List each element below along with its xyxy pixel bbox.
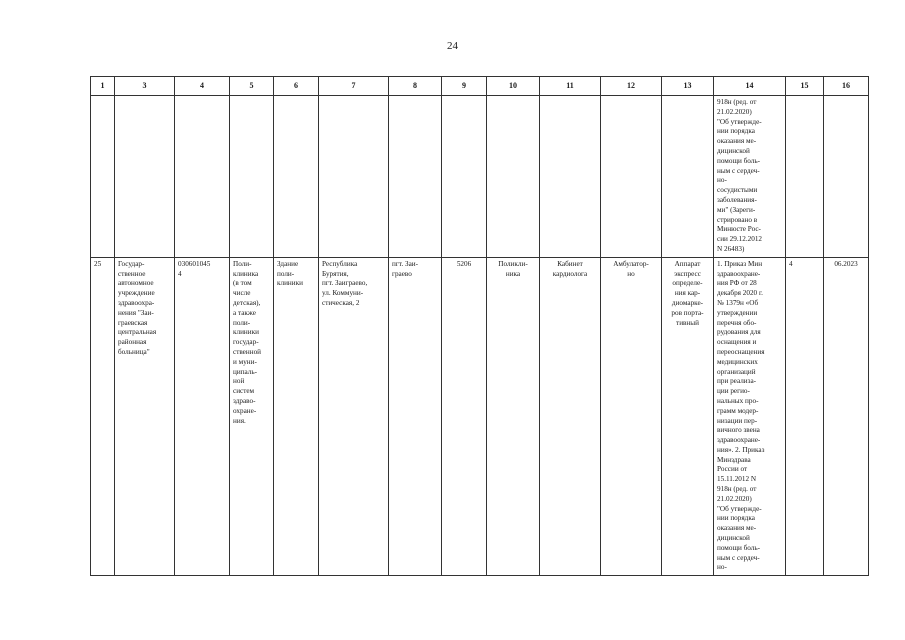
- cell-empty: [662, 96, 714, 258]
- header-cell-16: 16: [824, 77, 869, 96]
- table-header-row: [91, 77, 869, 96]
- header-cell-6: 6: [274, 77, 319, 96]
- cell-regulation-continued: 918н (ред. от 21.02.2020) "Об утвержде- нии порядка оказания ме- дицинской помощи боль- ным с сердеч- но- сосудистыми заболевания- ми" (Зареги- стрировано в Минюсте Рос- сии 29.12.2012 N 26483): [714, 96, 786, 258]
- header-cell-10: 10: [487, 77, 540, 96]
- header-cell-8: 8: [389, 77, 442, 96]
- cell-address: Республика Бурятия, пгт. Заиграево, ул. Коммуни- стическая, 2: [319, 257, 389, 576]
- cell-department: Поликли- ника: [487, 257, 540, 576]
- cell-locality: пгт. Заи- граево: [389, 257, 442, 576]
- table-row-continuation: [91, 96, 869, 258]
- cell-quantity: 4: [786, 257, 824, 576]
- cell-building: Здание поли- клиники: [274, 257, 319, 576]
- header-cell-13: 13: [662, 77, 714, 96]
- cell-empty: [786, 96, 824, 258]
- cell-organization: Государ- ственное автономное учреждение здравоохра- нения "Заи- граевская центральная районная больница": [115, 257, 175, 576]
- page-number: 24: [447, 40, 458, 52]
- header-cell-1: 1: [91, 77, 115, 96]
- document-table: [90, 76, 869, 576]
- header-cell-7: 7: [319, 77, 389, 96]
- cell-empty: [230, 96, 274, 258]
- header-cell-15: 15: [786, 77, 824, 96]
- header-cell-12: 12: [601, 77, 662, 96]
- cell-number: 5206: [442, 257, 487, 576]
- cell-empty: [389, 96, 442, 258]
- header-cell-11: 11: [540, 77, 601, 96]
- cell-facility-type: Поли- клиника (в том числе детская), а также поли- клиники государ- ственной и муни- ципаль- ной систем здраво- охране- ния.: [230, 257, 274, 576]
- cell-cabinet: Кабинет кардиолога: [540, 257, 601, 576]
- table-row: [91, 257, 869, 576]
- cell-empty: [115, 96, 175, 258]
- cell-empty: [175, 96, 230, 258]
- cell-care-form: Амбулатор- но: [601, 257, 662, 576]
- cell-row-number: 25: [91, 257, 115, 576]
- cell-date: 06.2023: [824, 257, 869, 576]
- header-cell-3: 3: [115, 77, 175, 96]
- cell-empty: [442, 96, 487, 258]
- cell-empty: [487, 96, 540, 258]
- cell-empty: [824, 96, 869, 258]
- cell-regulation: 1. Приказ Мин здравоохране- ния РФ от 28 декабря 2020 г. № 1379н «Об утверждении перечня обо- рудования для оснащения и переоснащения медицинских организаций при реализа- ции регио- нальных про- грамм модер- низации пер- вичного звена здравоохране- ния». 2. Приказ Минздрава России от 15.11.2012 N 918н (ред. от 21.02.2020) "Об утвержде- нии порядка оказания ме- дицинской помощи боль- ным с сердеч- но-: [714, 257, 786, 576]
- cell-empty: [91, 96, 115, 258]
- cell-empty: [319, 96, 389, 258]
- cell-empty: [601, 96, 662, 258]
- cell-empty: [274, 96, 319, 258]
- header-cell-14: 14: [714, 77, 786, 96]
- cell-equipment: Аппарат экспресс определе- ния кар- диомарке- ров порта- тивный: [662, 257, 714, 576]
- header-cell-9: 9: [442, 77, 487, 96]
- header-cell-4: 4: [175, 77, 230, 96]
- header-cell-5: 5: [230, 77, 274, 96]
- cell-empty: [540, 96, 601, 258]
- cell-code: 030601045 4: [175, 257, 230, 576]
